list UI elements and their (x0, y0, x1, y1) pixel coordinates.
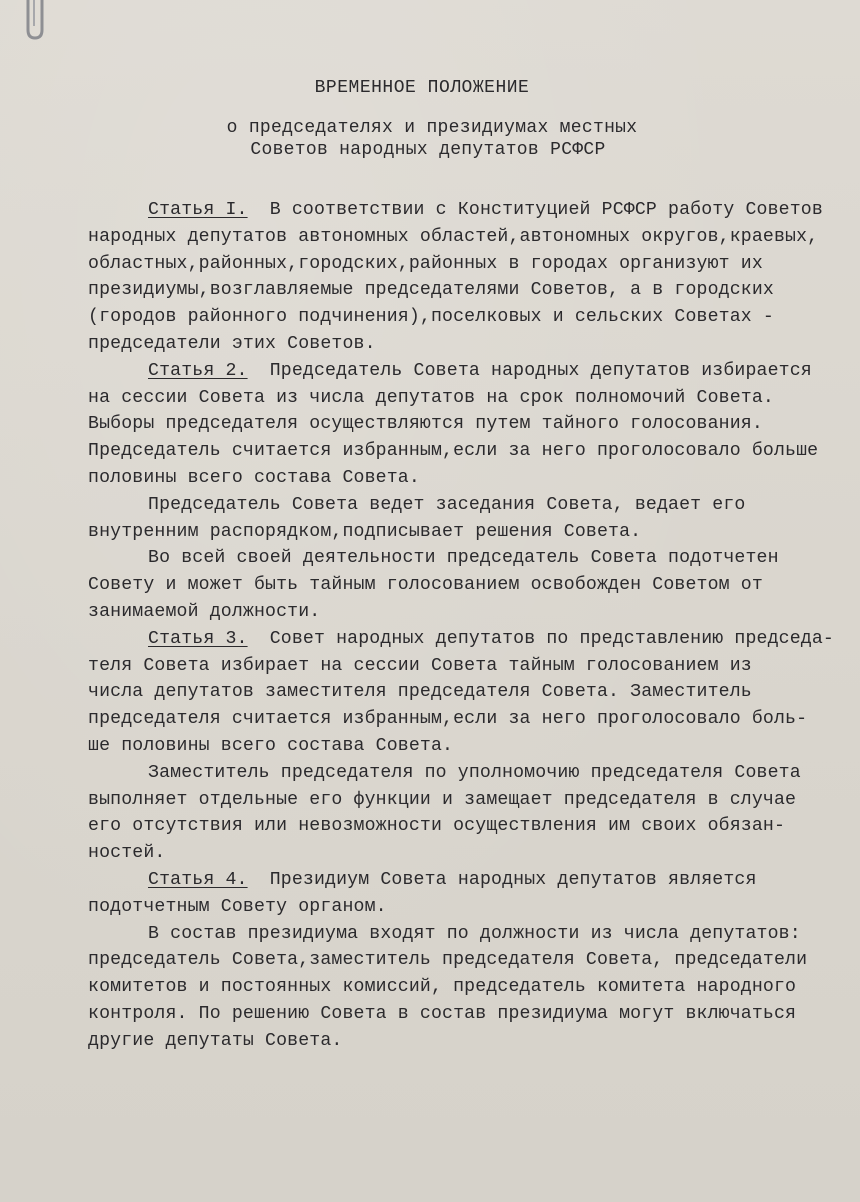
text-line: Выборы председателя осуществляются путем тайного голосования. (88, 414, 763, 435)
article-3-first-line (88, 626, 840, 653)
text-line: внутренним распорядком,подписывает решения Совета. (88, 521, 642, 542)
paragraph-first-line: Во всей своей деятельности председатель Совета подотчетен (148, 548, 779, 569)
text-line: ше половины всего состава Совета. (88, 735, 454, 756)
article-2-first-line (88, 358, 840, 385)
text-line: ностей. (88, 843, 166, 864)
text-line: его отсутствия или невозможности осуществления им своих обязан- (88, 816, 786, 837)
text-line: занимаемой должности. (88, 601, 321, 622)
text-line: народных депутатов автономных областей,автономных округов,краевых, (88, 226, 819, 247)
text-line: президиумы,возглавляемые председателями Советов, а в городских (88, 280, 774, 301)
article-4-heading: Статья 4. (148, 869, 248, 890)
text-line: теля Совета избирает на сессии Совета тайным голосованием из (88, 655, 752, 676)
text-line: Совету и может быть тайным голосованием освобожден Советом от (88, 575, 763, 596)
article-2-text: Председатель Совета народных депутатов избирается (247, 360, 812, 381)
text-line: комитетов и постоянных комиссий, председатель комитета народного (88, 977, 797, 998)
text-line: контроля. По решению Совета в состав президиума могут включаться (88, 1003, 797, 1024)
text-line: подотчетным Совету органом. (88, 896, 387, 917)
paragraph-first-line: В состав президиума входят по должности из числа депутатов: (148, 923, 801, 944)
text-line: председатель Совета,заместитель председателя Совета, председатели (88, 950, 808, 971)
paragraph-first-line: Заместитель председателя по уполномочию председателя Совета (148, 762, 801, 783)
article-2-heading: Статья 2. (148, 360, 248, 381)
text-line: выполняет отдельные его функции и замещает председателя в случае (88, 789, 797, 810)
text-line: председатели этих Советов. (88, 333, 376, 354)
article-4-text: Президиум Совета народных депутатов является (247, 869, 757, 890)
paragraph-first-line: Председатель Совета ведет заседания Совета, ведает его (148, 494, 746, 515)
text-line: областных,районных,городских,районных в городах организуют их (88, 253, 763, 274)
document-subtitle-line-2: Советов народных депутатов РСФСР (250, 140, 606, 160)
text-line: на сессии Совета из числа депутатов на срок полномочий Совета. (88, 387, 774, 408)
document-title: ВРЕМЕННОЕ ПОЛОЖЕНИЕ (314, 78, 530, 98)
article-1-first-line (88, 197, 840, 224)
paper-clip-icon (6, 0, 46, 44)
article-3-text: Совет народных депутатов по представлению председа- (247, 628, 835, 649)
text-line: председателя считается избранным,если за него проголосовало боль- (88, 709, 808, 730)
article-3-heading: Статья 3. (148, 628, 248, 649)
document-subtitle-line-1: о председателях и президиумах местных (226, 118, 638, 138)
article-4-first-line (88, 867, 840, 894)
text-line: (городов районного подчинения),поселковых и сельских Советах - (88, 307, 774, 328)
text-line: Председатель считается избранным,если за него проголосовало больше (88, 441, 819, 462)
text-line: числа депутатов заместителя председателя Совета. Заместитель (88, 682, 752, 703)
article-1-text: В соответствии с Конституцией РСФСР работу Советов (247, 200, 823, 220)
document-body (88, 197, 840, 1055)
article-1-heading: Статья I. (148, 200, 248, 220)
text-line: другие депутаты Совета. (88, 1030, 343, 1051)
text-line: половины всего состава Совета. (88, 467, 420, 488)
